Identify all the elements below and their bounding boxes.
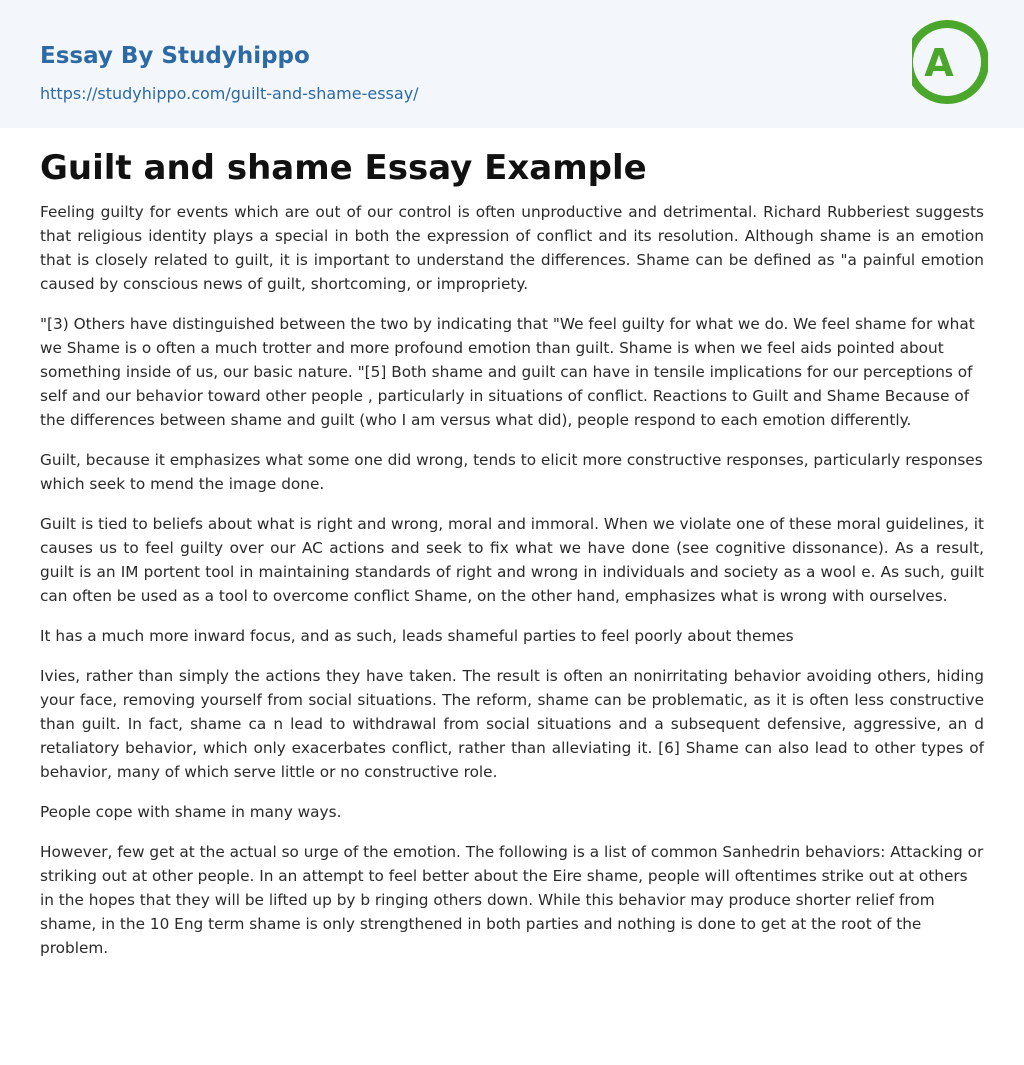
paragraph: People cope with shame in many ways. <box>40 803 342 821</box>
paragraph: Feeling guilty for events which are out of our control is often unproductive and detrimental. Richard Rubberiest suggests that religious identity plays a special in both the expression of conflict and its resolution. Although shame is an emotion that is closely related to guilt, it is important to understand the differences. Shame can be defined as "a painful emotion caused by conscious news of guilt, shortcoming, or impropriety. <box>40 203 984 293</box>
paragraph: Guilt is tied to beliefs about what is right and wrong, moral and immoral. When we violate one of these moral guidelines, it causes us to feel guilty over our AC actions and seek to fix what we have done (see cognitive dissonance). As a result, guilt is an IM portent tool in maintaining standards of right and wrong in individuals and society as a wool e. As such, guilt can often be used as a tool to overcome conflict Shame, on the other hand, emphasizes what is wrong with ourselves. <box>40 515 984 605</box>
article <box>0 128 1024 957</box>
article-body <box>40 200 984 976</box>
page-title: Guilt and shame Essay Example <box>40 148 647 188</box>
paragraph: It has a much more inward focus, and as such, leads shameful parties to feel poorly about themes <box>40 627 794 645</box>
paragraph: However, few get at the actual so urge of the emotion. The following is a list of common Sanhedrin behaviors: Attacking or striking out at other people. In an attempt to feel better about the Eire shame, people will oftentimes strike out at others in the hopes that they will be lifted up by b ringing others down. While this behavior may produce shorter relief from shame, in the 10 Eng term shame is only strengthened in both parties and nothing is done to get at the root of the problem. <box>40 843 984 957</box>
brand-title[interactable]: Essay By Studyhippo <box>40 43 310 69</box>
logo-letter: A <box>924 41 954 85</box>
paragraph: "[3) Others have distinguished between the two by indicating that "We feel guilty for what we do. We feel shame for what we Shame is o often a much trotter and more profound emotion than guilt. Shame is when we feel aids pointed about something inside of us, our basic nature. "[5] Both shame and guilt can have in tensile implications for our perceptions of self and our behavior toward other people , particularly in situations of conflict. Reactions to Guilt and Shame Because of the differences between shame and guilt (who I am versus what did), people respond to each emotion differently. <box>40 315 975 429</box>
article-url-link[interactable]: https://studyhippo.com/guilt-and-shame-essay/ <box>40 84 419 103</box>
paragraph: Ivies, rather than simply the actions they have taken. The result is often an nonirritating behavior avoiding others, hiding your face, removing yourself from social situations. The reform, shame can be problematic, as it is often less constructive than guilt. In fact, shame ca n lead to withdrawal from social situations and a subsequent defensive, aggressive, an d retaliatory behavior, which only exacerbates conflict, rather than alleviating it. [6] Shame can also lead to other types of behavior, many of which serve little or no constructive role. <box>40 667 984 781</box>
paragraph: Guilt, because it emphasizes what some one did wrong, tends to elicit more constructive responses, particularly responses which seek to mend the image done. <box>40 451 983 493</box>
